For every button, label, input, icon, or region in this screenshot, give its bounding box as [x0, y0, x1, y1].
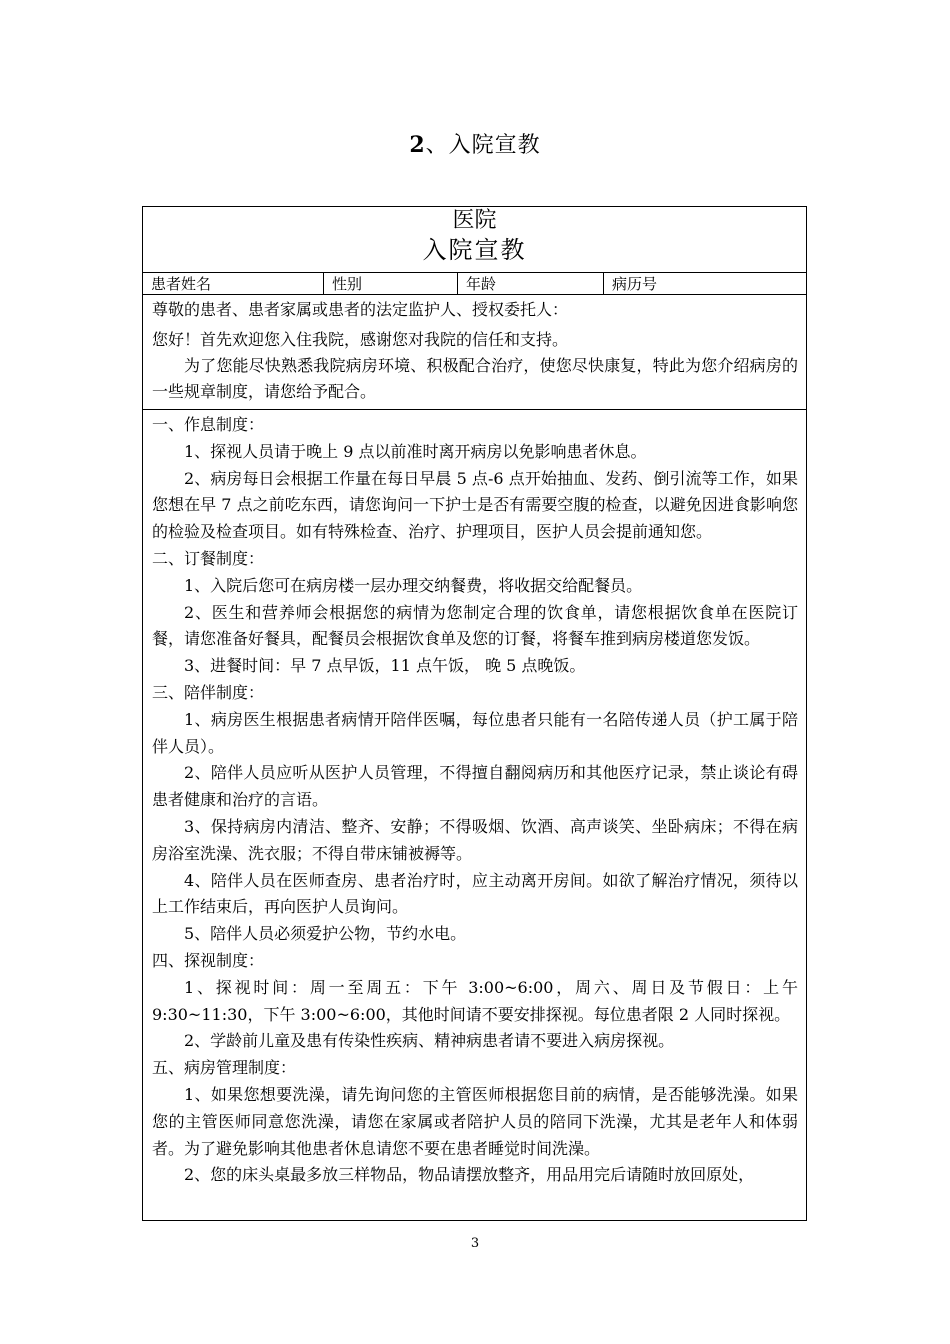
rule-item: 1、入院后您可在病房楼一层办理交纳餐费，将收据交给配餐员。 [184, 575, 643, 595]
rule-item: 4、陪伴人员在医师查房、患者治疗时，应主动离开房间。如欲了解治疗情况，须待以上工作结束后，再向医护人员询问。 [152, 870, 798, 917]
rule-item: 2、学龄前儿童及患有传染性疾病、精神病患者请不要进入病房探视。 [184, 1031, 675, 1051]
form-header [143, 207, 806, 273]
rule-item: 5、陪伴人员必须爱护公物，节约水电。 [184, 924, 467, 944]
rule-item: 3、进餐时间：早 7 点早饭，11 点午饭， 晚 5 点晚饭。 [184, 656, 586, 676]
gender-field[interactable]: 性别 [324, 273, 458, 294]
record-number-field[interactable]: 病历号 [612, 275, 658, 293]
section-title: 二、订餐制度： [152, 548, 265, 568]
rule-item: 1、探视时间：周一至周五：下午 3:00~6:00，周六、周日及节假日：上午 9:30~11:30，下午 3:00~6:00，其他时间请不要安排探视。每位患者限 2 人同时探视。 [152, 977, 798, 1024]
heading-text: 、入院宣教 [425, 133, 541, 158]
page-number: 3 [470, 1236, 480, 1251]
purpose: 为了您能尽快熟悉我院病房环境、积极配合治疗，使您尽快康复，特此为您介绍病房的一些规章制度，请您给予配合。 [152, 356, 798, 401]
patient-info-row [143, 273, 806, 295]
rule-item: 1、如果您想要洗澡，请先询问您的主管医师根据您目前的病情，是否能够洗澡。如果您的主管医师同意您洗澡，请您在家属或者陪护人员的陪同下洗澡，尤其是老年人和体弱者。为了避免影响其他患者休息请您不要在患者睡觉时间洗澡。 [152, 1084, 798, 1158]
section-title: 四、探视制度： [152, 950, 265, 970]
section-title: 五、病房管理制度： [152, 1058, 297, 1078]
form-title: 入院宣教 [422, 236, 527, 264]
rule-item: 2、医生和营养师会根据您的病情为您制定合理的饮食单，请您根据饮食单在医院订餐，请您准备好餐具，配餐员会根据饮食单及您的订餐，将餐车推到病房楼道您发饭。 [152, 602, 798, 649]
hospital-name: 医院 [452, 208, 497, 233]
rule-item: 2、病房每日会根据工作量在每日早晨 5 点-6 点开始抽血、发药、倒引流等工作，如果您想在早 7 点之前吃东西，请您询问一下护士是否有需要空腹的检查，以避免因进食影响您的检验及检查项目。如有特殊检查、治疗、护理项目，医护人员会提前通知您。 [152, 468, 798, 542]
rule-item: 2、您的床头桌最多放三样物品，物品请摆放整齐，用品用完后请随时放回原处， [184, 1165, 755, 1185]
rule-item: 1、病房医生根据患者病情开陪伴医嘱，每位患者只能有一名陪传递人员（护工属于陪伴人员）。 [152, 709, 798, 756]
heading-number: 2 [409, 132, 426, 158]
greeting: 您好！首先欢迎您入住我院，感谢您对我院的信任和支持。 [152, 330, 569, 349]
document-heading [0, 128, 950, 159]
intro-block [143, 295, 806, 410]
patient-name-field[interactable]: 患者姓名 [143, 273, 324, 294]
rule-item: 3、保持病房内清洁、整齐、安静；不得吸烟、饮酒、高声谈笑、坐卧病床；不得在病房浴室洗澡、洗衣服；不得自带床铺被褥等。 [152, 816, 798, 863]
admission-education-form [142, 206, 807, 1221]
age-field[interactable]: 年龄 [458, 273, 604, 294]
section-title: 一、作息制度： [152, 415, 265, 434]
rules-body [143, 410, 806, 1220]
salutation: 尊敬的患者、患者家属或患者的法定监护人、授权委托人： [152, 300, 569, 319]
section-title: 三、陪伴制度： [152, 682, 265, 702]
rule-item: 2、陪伴人员应听从医护人员管理，不得擅自翻阅病历和其他医疗记录，禁止谈论有碍患者健康和治疗的言语。 [152, 763, 798, 810]
rule-item: 1、探视人员请于晚上 9 点以前准时离开病房以免影响患者休息。 [184, 441, 647, 461]
